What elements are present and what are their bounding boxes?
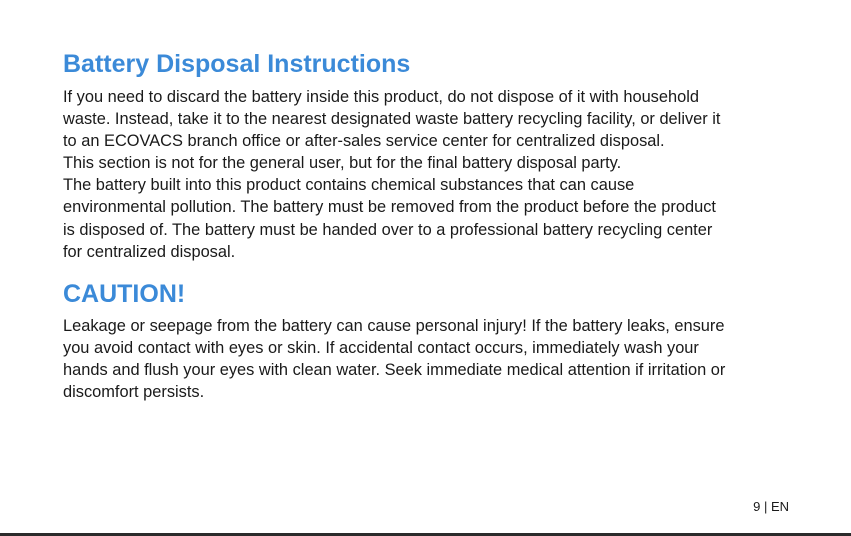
text-line: hands and flush your eyes with clean water. Seek immediate medical attention if irritation or	[63, 361, 726, 380]
text-line: to an ECOVACS branch office or after-sales service center for centralized disposal.	[63, 132, 665, 151]
caution-heading: CAUTION!	[63, 280, 186, 308]
text-line: waste. Instead, take it to the nearest designated waste battery recycling facility, or deliver it	[63, 110, 721, 129]
page-number-footer: 9 | EN	[753, 499, 789, 514]
text-line: for centralized disposal.	[63, 242, 236, 261]
battery-disposal-text	[63, 86, 803, 263]
text-line: discomfort persists.	[63, 383, 205, 402]
text-line: environmental pollution. The battery must be removed from the product before the product	[63, 198, 716, 217]
text-line: The battery built into this product contains chemical substances that can cause	[63, 176, 635, 195]
text-line: Leakage or seepage from the battery can cause personal injury! If the battery leaks, ensure	[63, 317, 725, 335]
text-line: is disposed of. The battery must be handed over to a professional battery recycling center	[63, 220, 713, 239]
text-line: you avoid contact with eyes or skin. If accidental contact occurs, immediately wash your	[63, 339, 699, 358]
battery-disposal-heading: Battery Disposal Instructions	[63, 50, 411, 78]
text-line: If you need to discard the battery inside this product, do not dispose of it with household	[63, 88, 699, 106]
caution-text	[63, 315, 803, 403]
text-line: This section is not for the general user, but for the final battery disposal party.	[63, 154, 622, 173]
